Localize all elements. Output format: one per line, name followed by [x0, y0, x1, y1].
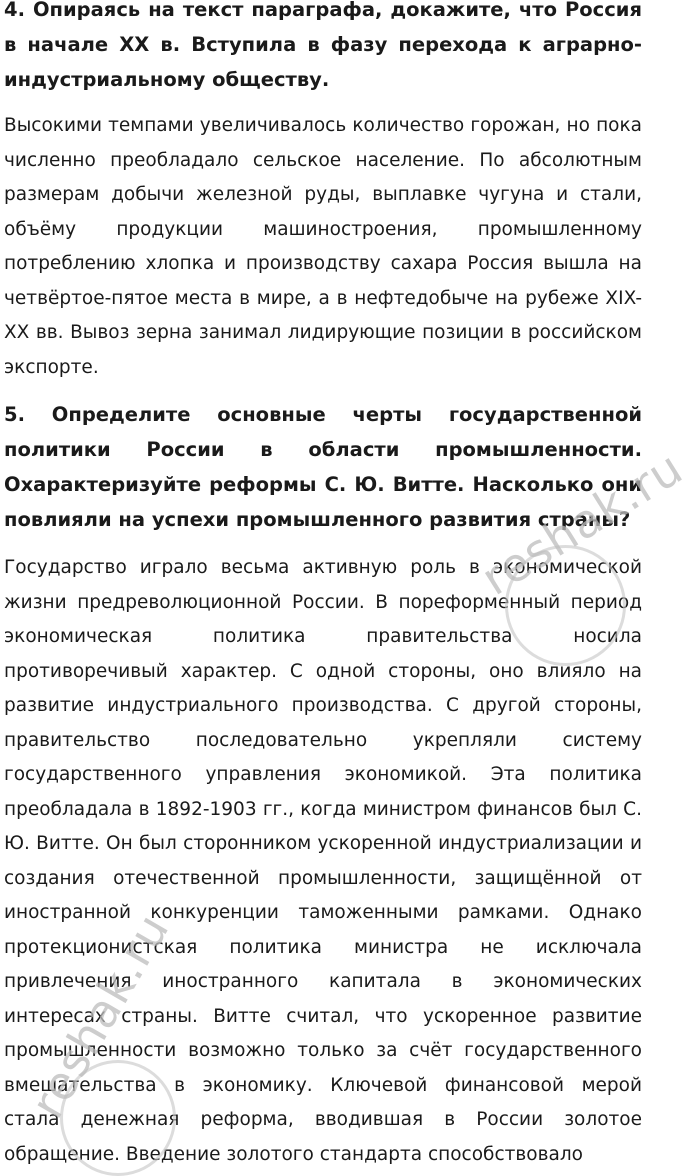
question-5-answer: Государство играло весьма активную роль в экономической жизни предреволюционной России. В пореформенный период экономическая политика правительства носила противоречивый характер. С одной стороны, оно влияло на развитие индустриального производства. С другой стороны, правительство последовательно укрепляли систему государственного управления экономикой. Эта политика преобладала в 1892-1903 гг., когда министром финансов был С. Ю. Витте. Он был сторонником ускоренной индустриализации и создания отечественной промышленности, защищённой от иностранной конкуренции таможенными рамками. Однако протекционистская политика министра не исключала привлечения иностранного капитала в экономических интересах страны. Витте считал, что ускоренное развитие промышленности возможно только за счёт государственного вмешательства в экономику. Ключевой финансовой мерой стала денежная реформа, вводившая в России золотое обращение. Введение золотого стандарта способствовало	[4, 557, 642, 1165]
watermark-logo-top: reshak.ru	[472, 440, 692, 606]
question-5-heading: 5. Определите основные черты государственной политики России в области промышленности. Охарактеризуйте реформы С. Ю. Витте. Насколько они повлияли на успехи промышленного развития страны?	[4, 403, 642, 531]
question-4-answer: Высокими темпами увеличивалось количество горожан, но пока численно преобладало сельское население. По абсолютным размерам добычи железной руды, выплавке чугуна и стали, объёму продукции машиностроения, промышленному потреблению хлопка и производству сахара Россия вышла на четвёртое-пятое места в мире, а в нефтедобыче на рубеже XIX-XX вв. Вывоз зерна занимал лидирующие позиции в российском экспорте.	[4, 115, 642, 378]
question-4-heading: 4. Опираясь на текст параграфа, докажите, что Россия в начале XX в. Вступила в фазу перехода к аграрно-индустриальному обществу.	[4, 0, 642, 91]
watermark-logo-bottom: reshak.ru	[20, 904, 180, 1127]
